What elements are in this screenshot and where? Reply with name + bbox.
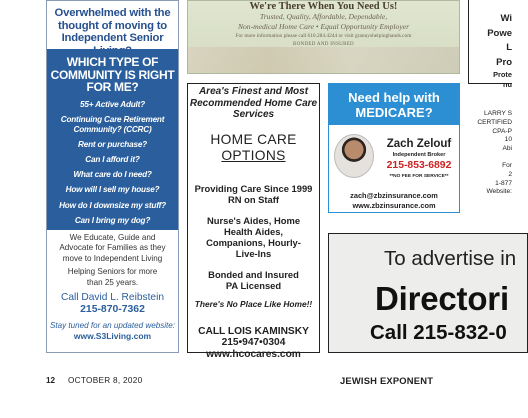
senior-ad-educate-text: We Educate, Guide and Advocate for Families as they move to Independent Living bbox=[59, 233, 166, 263]
senior-ad-contact-phone[interactable]: 215-870-7362 bbox=[80, 304, 145, 316]
right-top-line: Prote bbox=[493, 70, 512, 79]
issue-date: OCTOBER 8, 2020 bbox=[68, 376, 143, 385]
broker-email-link[interactable]: zach@zbzinsurance.com bbox=[350, 191, 438, 200]
homecare-since: Providing Care Since 1999 RN on Staff bbox=[194, 182, 313, 205]
senior-ad-headline: Overwhelmed with the thought of moving to Independent Senior bbox=[54, 7, 171, 45]
right-mid-line: 2 bbox=[508, 170, 512, 178]
homecare-call: CALL LOIS KAMINSKY bbox=[198, 325, 309, 337]
right-top-line: Powe bbox=[487, 27, 512, 39]
senior-ad-question-list bbox=[47, 100, 178, 226]
senior-ad-question: 55+ Active Adult? bbox=[80, 99, 145, 109]
right-partial-ad-mid bbox=[468, 84, 512, 224]
broker-photo bbox=[334, 134, 374, 178]
homecare-title-line2: OPTIONS bbox=[221, 147, 286, 163]
right-mid-line: CERTIFIED bbox=[477, 118, 512, 126]
home-care-banner-ad bbox=[187, 0, 460, 74]
right-mid-line: 1-877 bbox=[495, 179, 512, 187]
senior-ad-contact-name: Call David L. Reibstein bbox=[60, 292, 165, 304]
senior-ad-question: How will I sell my house? bbox=[65, 185, 160, 195]
senior-ad-question-box bbox=[47, 49, 178, 230]
banner-bonded: BONDED AND INSURED bbox=[293, 42, 354, 47]
right-mid-spacer bbox=[468, 154, 512, 162]
broker-website-link[interactable]: www.zbzinsurance.com bbox=[352, 201, 436, 210]
right-top-line: L bbox=[506, 42, 512, 53]
senior-ad-question: Rent or purchase? bbox=[78, 139, 147, 149]
broker-name: Zach Zelouf bbox=[386, 138, 452, 150]
senior-ad-website-link[interactable]: www.S3Living.com bbox=[73, 331, 152, 342]
homecare-website-link[interactable]: www.hcocares.com bbox=[206, 349, 301, 361]
homecare-phone[interactable]: 215•947•0304 bbox=[221, 337, 286, 349]
home-care-options-ad bbox=[187, 83, 320, 361]
senior-ad-question: Continuing Care Retirement Community? (CCRC) bbox=[60, 114, 165, 134]
senior-ad-stay-tuned: Stay tuned for an updated website: bbox=[49, 321, 176, 331]
banner-info: For more information please call 610.284.4244 or visit grannyshelpinghands.com bbox=[235, 33, 412, 39]
homecare-slogan: There's No Place Like Home!! bbox=[194, 298, 313, 309]
banner-tagline-1: Trusted, Quality, Affordable, Dependable, bbox=[259, 12, 388, 21]
homecare-services: Nurse's Aides, Home Health Aides, Companions, Hourly-Live-Ins bbox=[206, 214, 301, 259]
senior-ad-question: How do I downsize my stuff? bbox=[59, 200, 166, 210]
broker-fee-note: **NO FEE FOR SERVICE** bbox=[389, 174, 449, 179]
directory-line3[interactable]: Call 215-832-0 bbox=[370, 321, 507, 344]
senior-living-ad bbox=[46, 0, 179, 353]
right-partial-ad-top bbox=[468, 0, 512, 89]
right-mid-line: For bbox=[502, 161, 512, 169]
right-mid-line: LARRY S bbox=[484, 110, 512, 117]
directory-advertise-ad bbox=[328, 233, 528, 353]
publication-name: JEWISH EXPONENT bbox=[340, 375, 434, 386]
homecare-bonded: Bonded and Insured PA Licensed bbox=[208, 268, 299, 291]
page-number: 12 bbox=[46, 376, 56, 385]
right-top-line: nu bbox=[502, 79, 512, 89]
right-top-line: Pro bbox=[496, 56, 512, 68]
senior-ad-contact-area bbox=[47, 233, 178, 342]
senior-ad-question: Can I afford it? bbox=[85, 155, 140, 165]
homecare-title-line1: HOME CARE bbox=[210, 131, 297, 147]
medicare-help-ad bbox=[328, 83, 460, 213]
broker-role: Independent Broker bbox=[392, 152, 446, 158]
senior-ad-question: Can I bring my dog? bbox=[74, 215, 151, 225]
senior-ad-question: What care do I need? bbox=[73, 170, 152, 180]
right-mid-line: 10 bbox=[504, 136, 512, 144]
right-mid-line: Abi bbox=[502, 145, 512, 153]
banner-tagline-2: Non-medical Home Care • Equal Opportunity Employer bbox=[237, 22, 410, 31]
medicare-headline: Need help with MEDICARE? bbox=[329, 84, 459, 125]
homecare-intro: Area's Finest and Most Recommended Home Care Services bbox=[189, 86, 318, 120]
right-mid-line: Website: bbox=[486, 188, 512, 196]
right-top-line: Wi bbox=[500, 13, 512, 24]
right-mid-line: CPA-P bbox=[492, 127, 512, 135]
senior-ad-box-title: WHICH TYPE OF COMMUNITY IS RIGHT FOR ME? bbox=[50, 55, 175, 94]
directory-line2: Directori bbox=[375, 280, 509, 317]
banner-photo bbox=[188, 47, 459, 73]
directory-line1: To advertise in bbox=[384, 247, 517, 270]
senior-ad-helping-text: Helping Seniors for more than 25 years. bbox=[67, 267, 158, 287]
broker-phone[interactable]: 215-853-6892 bbox=[386, 160, 452, 171]
banner-headline: We're There When You Need Us! bbox=[249, 1, 398, 12]
